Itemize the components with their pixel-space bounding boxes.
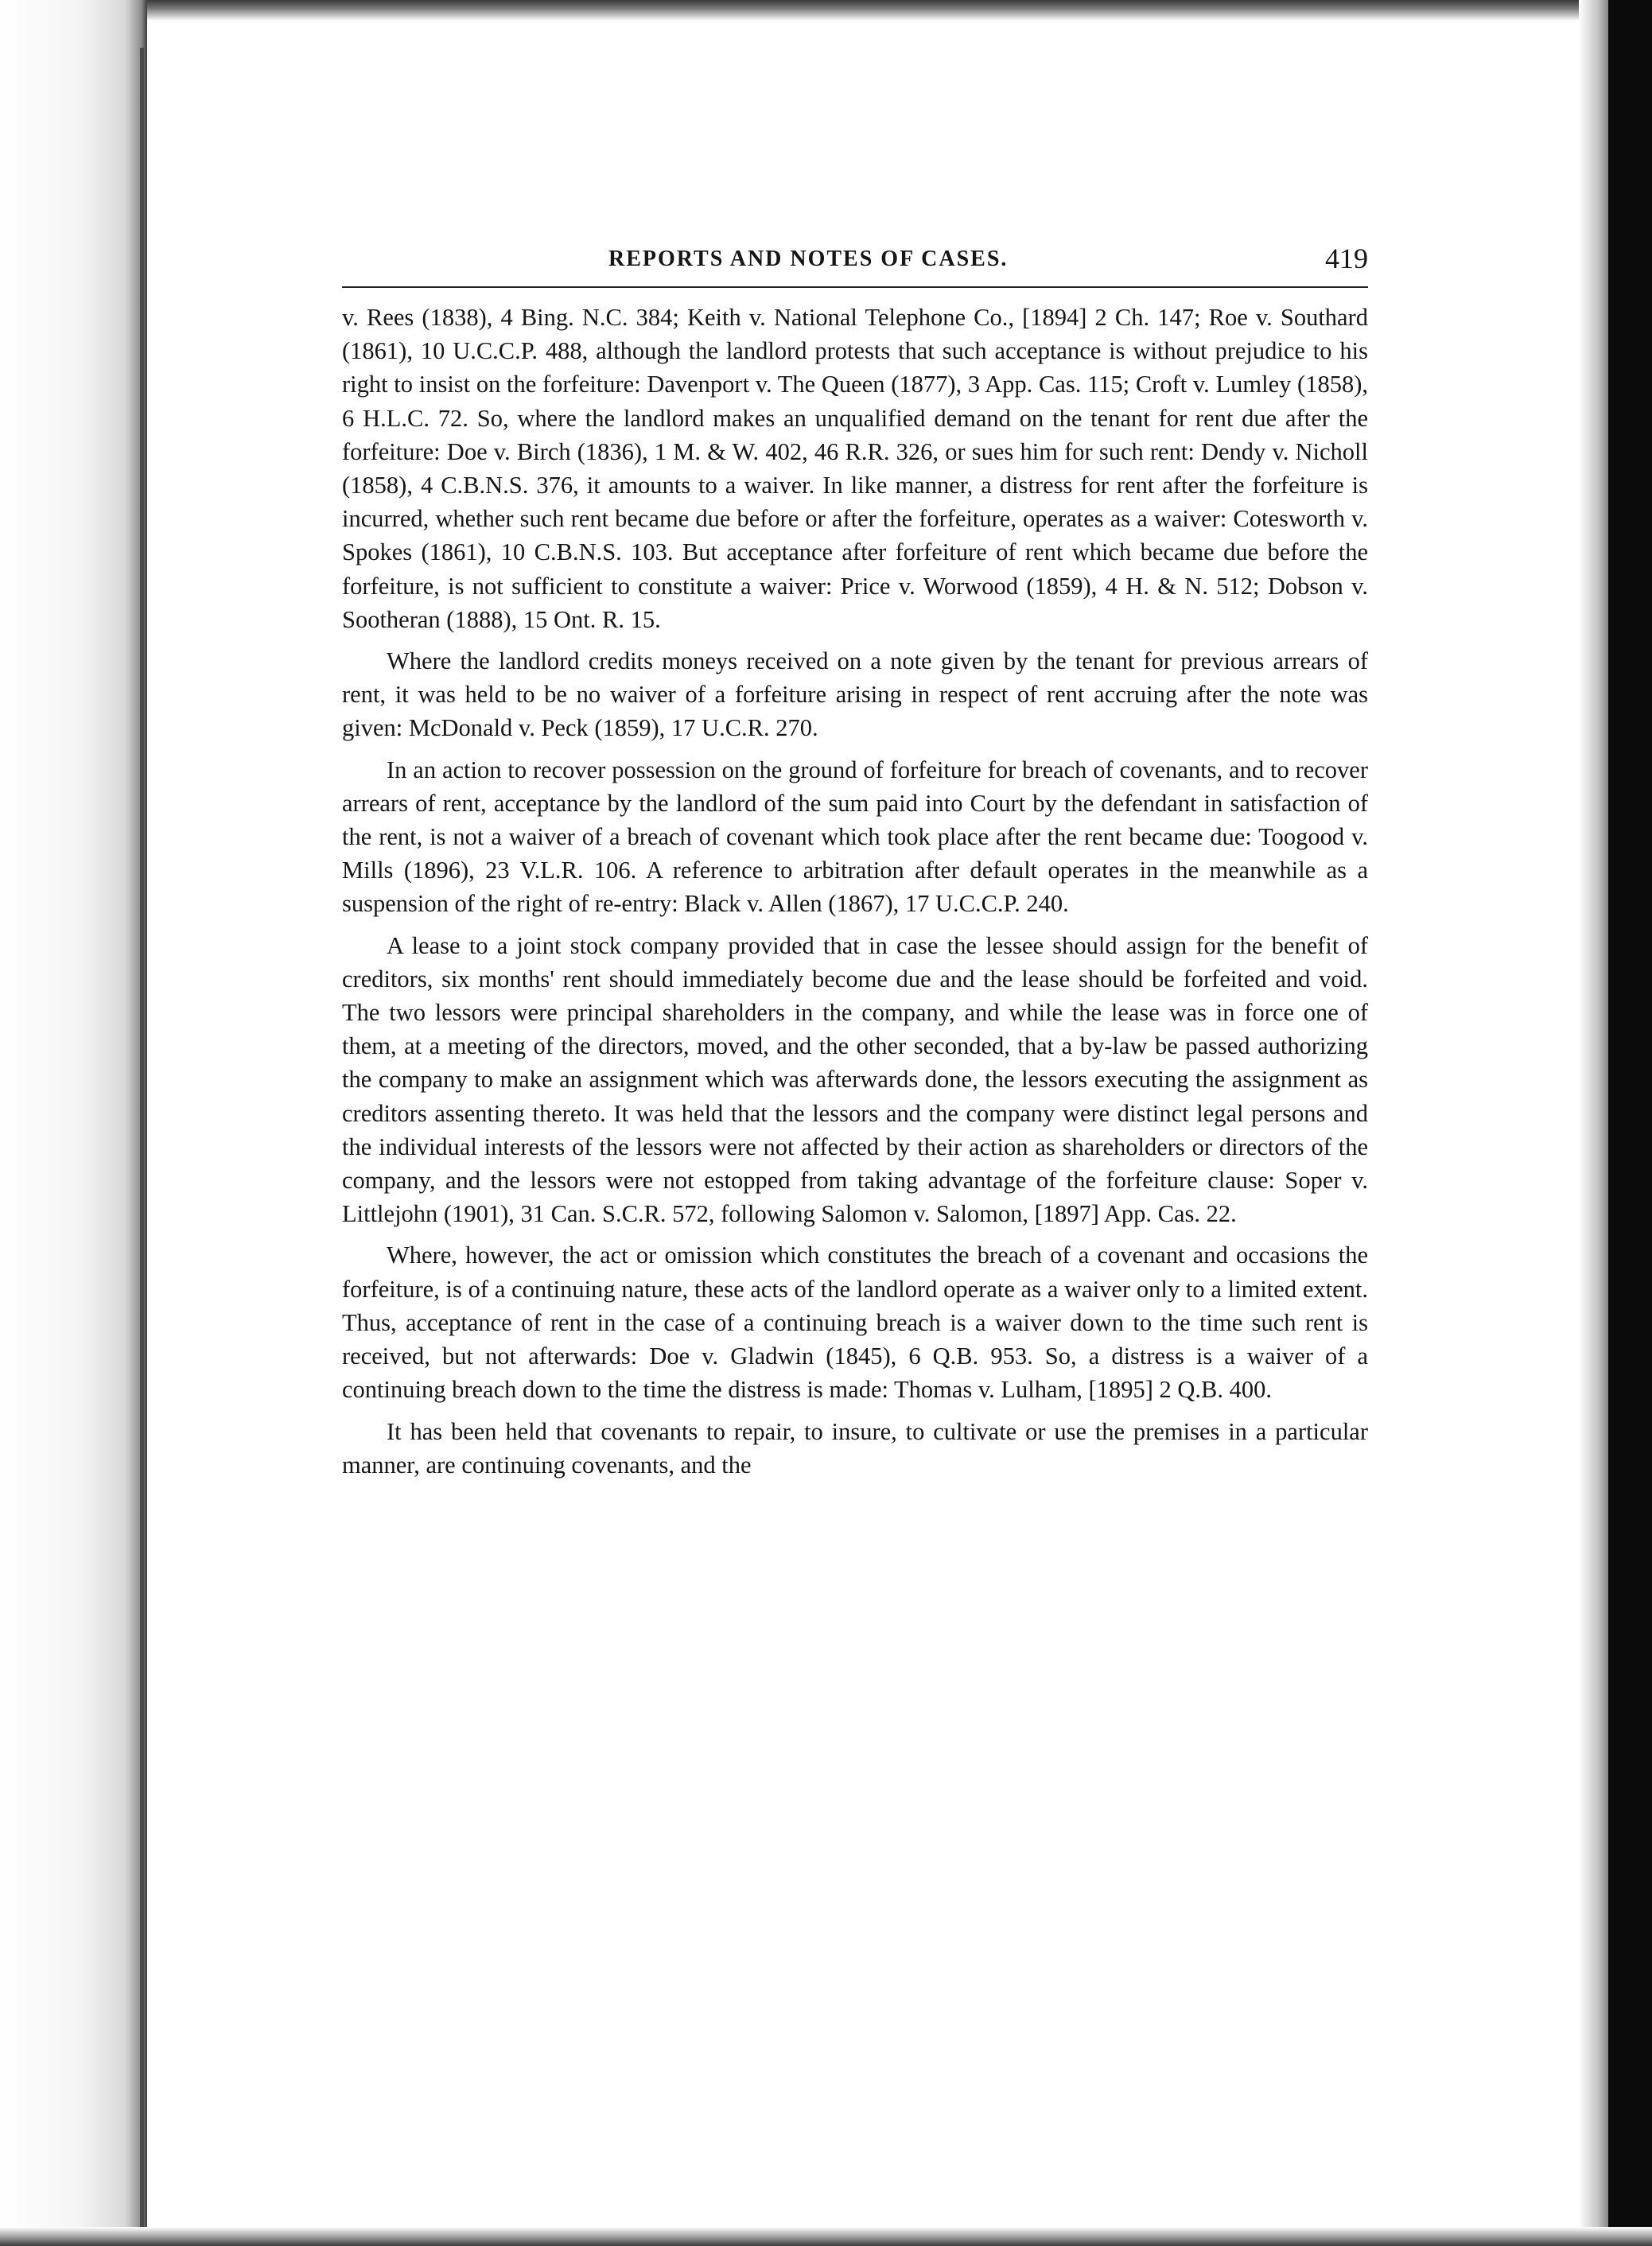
binding-edge bbox=[140, 48, 144, 2227]
scan-border-bottom bbox=[0, 2227, 1652, 2246]
scan-border-right bbox=[1608, 0, 1652, 2246]
header-rule bbox=[342, 286, 1368, 288]
paragraph: A lease to a joint stock company provided that in case the lessee should assign for the benefit of creditors, six months' rent should immediately become due and the lease should be forfeited and void. The two lessors were principal shareholders in the company, and while the lease was in force one of them, at a meeting of the directors, moved, and the other seconded, that a by-law be passed authorizing the company to make an assignment which was afterwards done, the lessors executing the assignment as creditors assenting thereto. It was held that the lessors and the company were distinct legal persons and the individual interests of the lessors were not affected by their action as shareholders or directors of the company, and the lessors were not estopped from taking advantage of the forfeiture clause: Soper v. Littlejohn (1901), 31 Can. S.C.R. 572, following Salomon v. Salomon, [1897] App. Cas. 22. bbox=[342, 931, 1368, 1228]
body-text bbox=[342, 301, 1368, 1482]
page bbox=[342, 239, 1368, 1482]
paragraph: Where the landlord credits moneys received on a note given by the tenant for previous arrears of rent, it was held to be no waiver of a forfeiture arising in respect of rent accruing after the note was given: McDonald v. Peck (1859), 17 U.C.R. 270. bbox=[342, 647, 1368, 742]
paragraph: Where, however, the act or omission which constitutes the breach of a covenant and occasions the forfeiture, is of a continuing nature, these acts of the landlord operate as a waiver only to a limited extent. Thus, acceptance of rent in the case of a continuing breach is a waiver down to the time such rent is received, but not afterwards: Doe v. Gladwin (1845), 6 Q.B. 953. So, a distress is a waiver of a continuing breach down to the time the distress is made: Thomas v. Lulham, [1895] 2 Q.B. 400. bbox=[342, 1242, 1368, 1404]
scan-border-left bbox=[0, 0, 147, 2246]
scan-shadow-right bbox=[1579, 0, 1611, 2246]
page-number: 419 bbox=[1325, 243, 1368, 274]
paragraph: It has been held that covenants to repair, to insure, to cultivate or use the premises in a particular manner, are continuing covenants, and the bbox=[342, 1417, 1368, 1479]
paragraph: v. Rees (1838), 4 Bing. N.C. 384; Keith v. National Telephone Co., [1894] 2 Ch. 147; Roe v. Southard (1861), 10 U.C.C.P. 488, although the landlord protests that such acceptance is without prejudice to his right to insist on the forfeiture: Davenport v. The Queen (1877), 3 App. Cas. 115; Croft v. Lumley (1858), 6 H.L.C. 72. So, where the landlord makes an unqualified demand on the tenant for rent due after the forfeiture: Doe v. Birch (1836), 1 M. & W. 402, 46 R.R. 326, or sues him for such rent: Dendy v. Nicholl (1858), 4 C.B.N.S. 376, it amounts to a waiver. In like manner, a distress for rent after the forfeiture is incurred, whether such rent became due before or after the forfeiture, operates as a waiver: Cotesworth v. Spokes (1861), 10 C.B.N.S. 103. But acceptance after forfeiture of rent which became due before the forfeiture, is not sufficient to constitute a waiver: Price v. Worwood (1859), 4 H. & N. 512; Dobson v. Sootheran (1888), 15 Ont. R. 15. bbox=[342, 304, 1368, 633]
running-head: REPORTS AND NOTES OF CASES. bbox=[608, 247, 1009, 271]
scan-border-top bbox=[0, 0, 1652, 21]
paragraph: In an action to recover possession on the ground of forfeiture for breach of covenants, and to recover arrears of rent, acceptance by the landlord of the sum paid into Court by the defendant in satisfaction of the rent, is not a waiver of a breach of covenant which took place after the rent became due: Toogood v. Mills (1896), 23 V.L.R. 106. A reference to arbitration after default operates in the meanwhile as a suspension of the right of re-entry: Black v. Allen (1867), 17 U.C.C.P. 240. bbox=[342, 756, 1368, 918]
page-header bbox=[342, 239, 1368, 282]
